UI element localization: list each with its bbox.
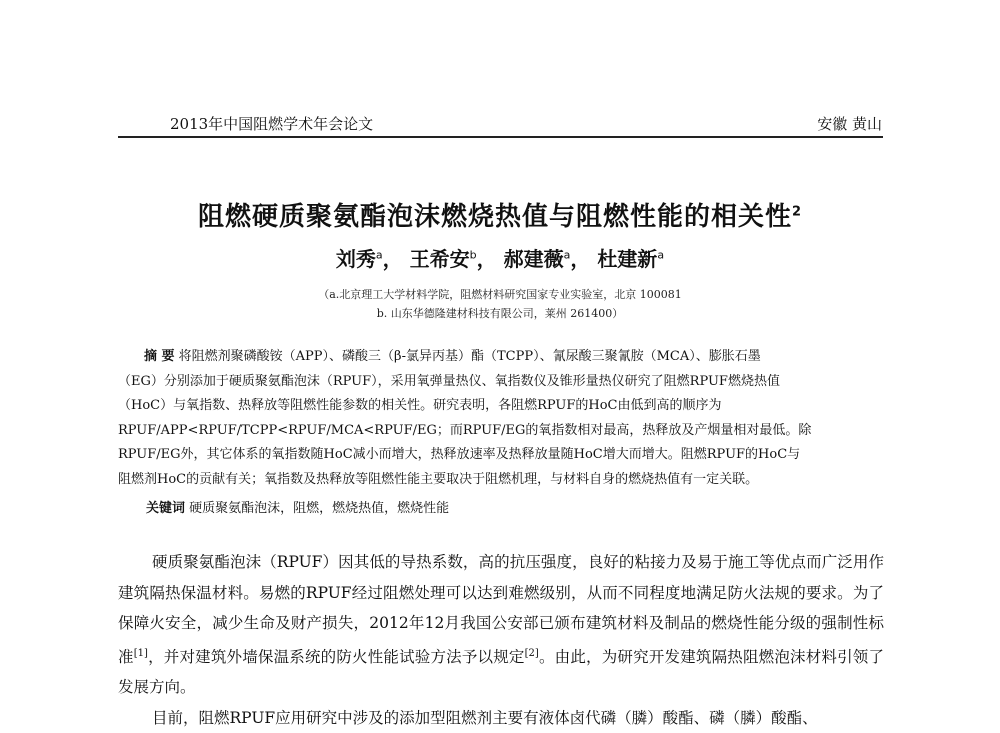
- keywords: [146, 497, 884, 516]
- citation-ref: [2]: [524, 647, 539, 659]
- title-footnote-mark: 2: [791, 204, 803, 220]
- author-affil-mark: a: [375, 248, 383, 262]
- abstract-label: 摘 要: [144, 349, 175, 364]
- author-separator: ，: [476, 247, 497, 271]
- paper-title: [0, 196, 1000, 233]
- author-affil-mark: a: [563, 248, 571, 262]
- body-paragraph: 目前，阻燃RPUF应用研究中涉及的添加型阻燃剂主要有液体卤代磷（膦）酸酯、磷（膦）酸酯、: [152, 708, 818, 727]
- body-text: [118, 547, 884, 733]
- author-list: [0, 243, 1000, 272]
- abstract-line: （EG）分别添加于硬质聚氨酯泡沫（RPUF），采用氧弹量热仪、氧指数仪及锥形量热仪研究了阻燃RPUF燃烧热值: [118, 373, 780, 389]
- author-name: 刘秀: [335, 247, 376, 271]
- abstract-line: （HoC）与氧指数、热释放等阻燃性能参数的相关性。研究表明，各阻燃RPUF的HoC由低到高的顺序为: [118, 398, 722, 413]
- abstract-line: 阻燃剂HoC的贡献有关；氧指数及热释放等阻燃性能主要取决于阻燃机理，与材料自身的燃烧热值有一定关联。: [118, 471, 759, 487]
- paper-title-text: 阻燃硬质聚氨酯泡沫燃烧热值与阻燃性能的相关性: [197, 202, 792, 232]
- affiliation-b: b. 山东华德隆建材科技有限公司，莱州 261400）: [376, 307, 624, 320]
- conference-location: 安徽 黄山: [817, 115, 882, 133]
- author-separator: ，: [382, 247, 403, 271]
- author-affil-mark: b: [469, 248, 477, 262]
- keywords-text: 硬质聚氨酯泡沫，阻燃，燃烧热值，燃烧性能: [189, 501, 450, 516]
- running-header: [170, 113, 882, 134]
- author-name: 郝建薇: [503, 247, 564, 271]
- abstract: [118, 345, 884, 492]
- header-rule: [118, 136, 883, 138]
- body-paragraph: 硬质聚氨酯泡沫（RPUF）因其低的导热系数，高的抗压强度，良好的粘接力及易于施工等优点而广泛用作建筑隔热保温材料。易燃的RPUF经过阻燃处理可以达到难燃级别，从而不同程度地满足防火法规的要求。为了保障火安全，减少生命及财产损失，2012年12月我国公安部已颁布建筑材料及制品的燃烧性能分级的强制性标准[1]，并对建筑外墙保温系统的防火性能试验方法予以规定[2]。由此，为研究开发建筑隔热阻燃泡沫材料引领了发展方向。: [118, 553, 884, 697]
- author-separator: ，: [570, 247, 591, 271]
- citation-ref: [1]: [133, 647, 148, 659]
- abstract-line: RPUF/EG外，其它体系的氧指数随HoC减小而增大，热释放速率及热释放量随HoC增大而增大。阻燃RPUF的HoC与: [118, 447, 801, 462]
- author-name: 王希安: [409, 247, 470, 271]
- abstract-line: 摘 要 将阻燃剂聚磷酸铵（APP）、磷酸三（β-氯异丙基）酯（TCPP）、氰尿酸三聚氰胺（MCA）、膨胀石墨: [144, 349, 761, 364]
- author-affil-mark: a: [657, 248, 665, 262]
- conference-name: 2013年中国阻燃学术年会论文: [170, 115, 374, 133]
- abstract-line: RPUF/APP<RPUF/TCPP<RPUF/MCA<RPUF/EG；而RPUF/EG的氧指数相对最高，热释放及产烟量相对最低。除: [118, 422, 812, 438]
- keywords-label: 关键词: [146, 501, 186, 516]
- affiliation-a: （a.北京理工大学材料学院，阻燃材料研究国家专业实验室，北京 100081: [318, 288, 682, 301]
- author-name: 杜建新: [597, 247, 658, 271]
